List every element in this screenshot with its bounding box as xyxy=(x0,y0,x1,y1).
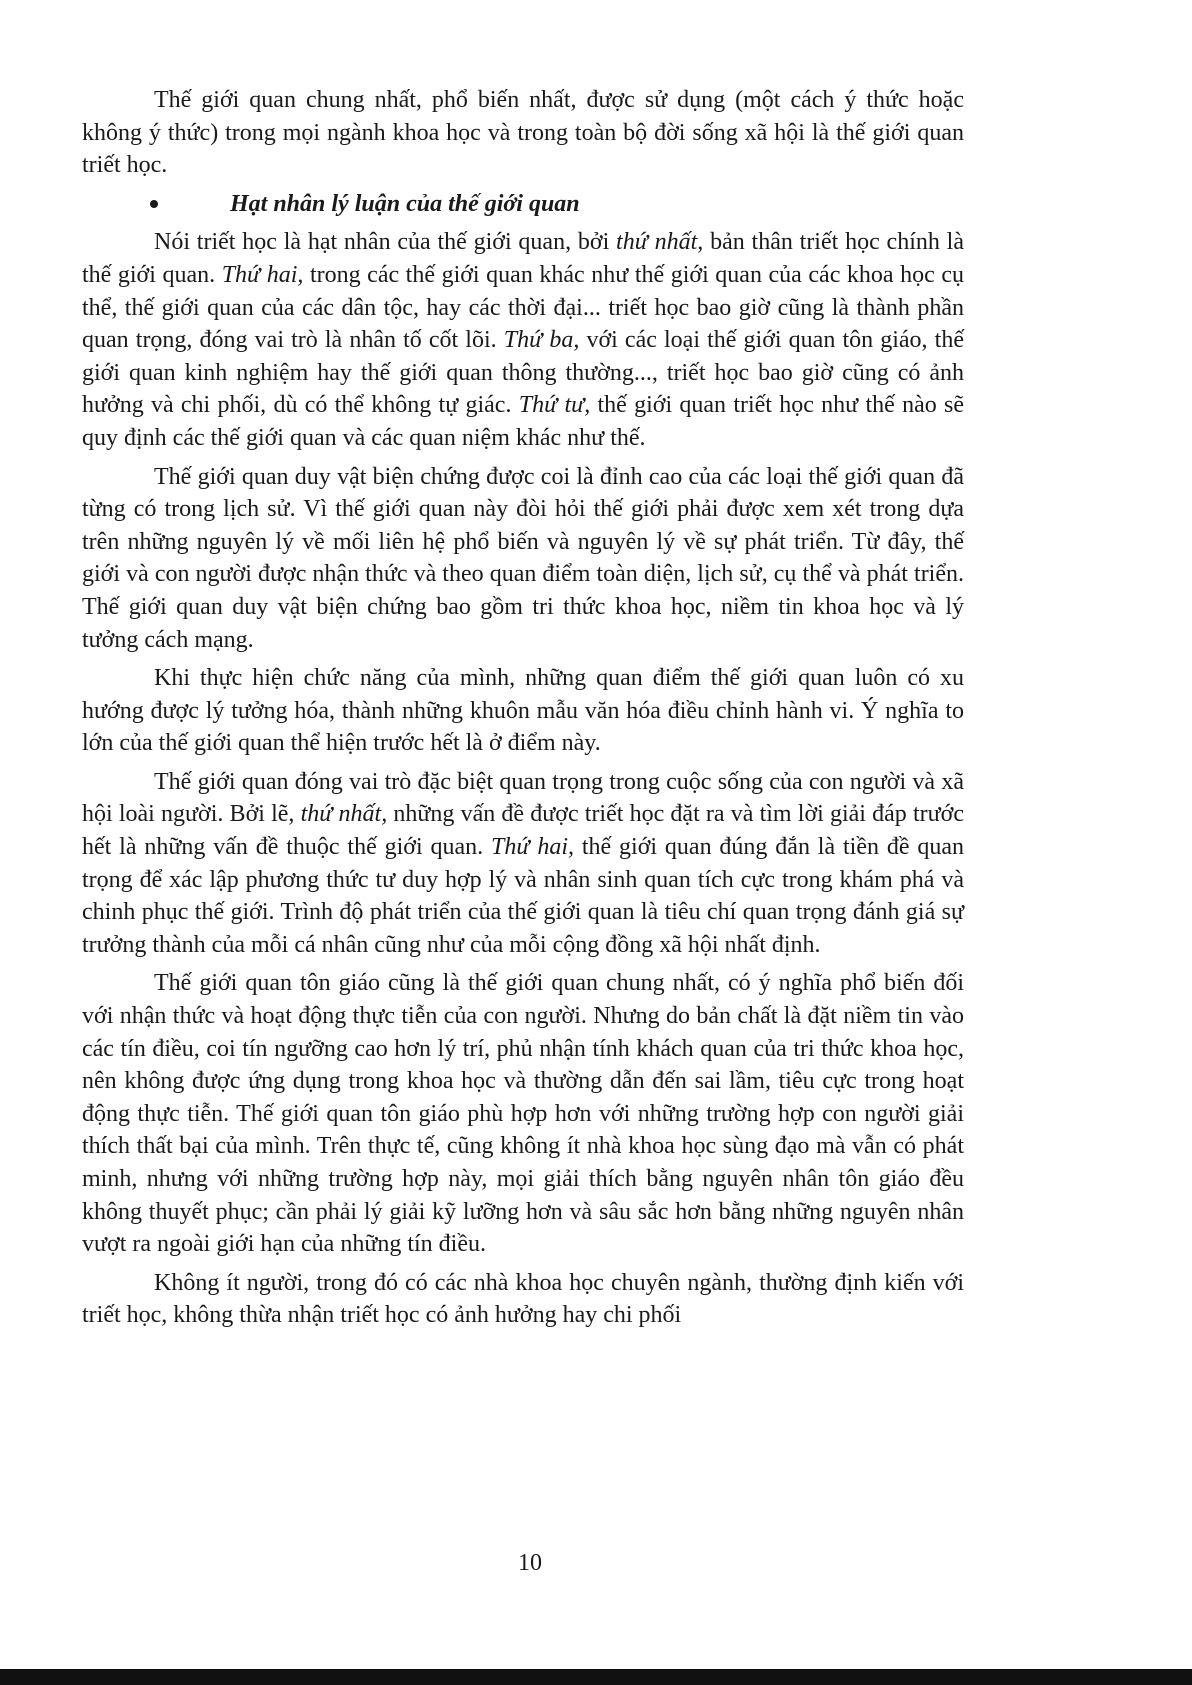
paragraph-1: Thế giới quan chung nhất, phổ biến nhất, được sử dụng (một cách ý thức hoặc không ý thức) trong mọi ngành khoa học và trong toàn bộ đời sống xã hội là thế giới quan triết học. xyxy=(82,87,964,179)
paragraph-7: Không ít người, trong đó có các nhà khoa học chuyên ngành, thường định kiến với triết học, không thừa nhận triết học có ảnh hưởng hay chi phối xyxy=(82,1269,964,1329)
bullet-icon xyxy=(150,200,158,208)
paragraph-2 xyxy=(82,226,964,454)
emphasis: Thứ hai, xyxy=(491,834,574,861)
section-heading-text: Hạt nhân lý luận của thế giới quan xyxy=(230,190,580,217)
text-span: thế giới quan đúng đắn là tiền đề quan trọng để xác lập phương thức tư duy hợp lý và nhân sinh quan tích cực trong khám phá và chinh phục thế giới. Trình độ phát triển của thế giới quan là tiêu chí quan trọng đánh giá sự trưởng thành của mỗi cá nhân cũng như của mỗi cộng đồng xã hội nhất định. xyxy=(82,834,964,958)
emphasis: thứ nhất, xyxy=(616,229,704,256)
paragraph-4: Khi thực hiện chức năng của mình, những quan điểm thế giới quan luôn có xu hướng được lý tưởng hóa, thành những khuôn mẫu văn hóa điều chỉnh hành vi. Ý nghĩa to lớn của thế giới quan thể hiện trước hết là ở điểm này. xyxy=(82,665,964,757)
paragraph-6: Thế giới quan tôn giáo cũng là thế giới quan chung nhất, có ý nghĩa phổ biến đối với nhận thức và hoạt động thực tiễn của con người. Nhưng do bản chất là đặt niềm tin vào các tín điều, coi tín ngưỡng cao hơn lý trí, phủ nhận tính khách quan của tri thức khoa học, nên không được ứng dụng trong khoa học và thường dẫn đến sai lầm, tiêu cực trong hoạt động thực tiễn. Thế giới quan tôn giáo phù hợp hơn với những trường hợp con người giải thích thất bại của mình. Trên thực tế, cũng không ít nhà khoa học sùng đạo mà vẫn có phát minh, nhưng với những trường hợp này, mọi giải thích bằng nguyên nhân tôn giáo đều không thuyết phục; cần phải lý giải kỹ lưỡng hơn và sâu sắc hơn bằng những nguyên nhân vượt ra ngoài giới hạn của những tín điều. xyxy=(82,970,964,1258)
text-span: Thế giới quan đóng vai trò đặc biệt quan trọng trong cuộc sống của con người và xã hội loài người. Bởi lẽ, xyxy=(82,768,964,828)
text-span: bản thân triết học chính là thế giới quan. xyxy=(82,229,964,288)
emphasis: Thứ hai, xyxy=(221,261,304,288)
emphasis: Thứ ba, xyxy=(503,327,580,354)
scan-edge xyxy=(0,1669,1192,1685)
text-span: thế giới quan triết học như thế nào sẽ quy định các thế giới quan và các quan niệm khác như thế. xyxy=(82,392,964,451)
text-span: Nói triết học là hạt nhân của thế giới quan, bởi xyxy=(154,229,617,256)
text-span: trong các thế giới quan khác như thế giới quan của các khoa học cụ thể, thế giới quan của các dân tộc, hay các thời đại... triết học bao giờ cũng là thành phần quan trọng, đóng vai trò là nhân tố cốt lõi. xyxy=(82,261,964,354)
text-span: với các loại thế giới quan tôn giáo, thế giới quan kinh nghiệm hay thế giới quan thông thường..., triết học bao giờ cũng có ảnh hưởng và chi phối, dù có thể không tự giác. xyxy=(82,327,964,419)
page-body xyxy=(82,84,964,1338)
text-span: những vấn đề được triết học đặt ra và tìm lời giải đáp trước hết là những vấn đề thuộc thế giới quan. xyxy=(82,801,964,861)
section-heading xyxy=(82,188,964,221)
paragraph-5 xyxy=(82,766,964,962)
emphasis: thứ nhất, xyxy=(300,801,388,828)
paragraph-3: Thế giới quan duy vật biện chứng được coi là đỉnh cao của các loại thế giới quan đã từng có trong lịch sử. Vì thế giới quan này đòi hỏi thế giới phải được xem xét trong dựa trên những nguyên lý về mối liên hệ phổ biến và nguyên lý về sự phát triển. Từ đây, thế giới và con người được nhận thức và theo quan điểm toàn diện, lịch sử, cụ thể và phát triển. Thế giới quan duy vật biện chứng bao gồm tri thức khoa học, niềm tin khoa học và lý tưởng cách mạng. xyxy=(82,463,964,653)
page-number: 10 xyxy=(518,1550,542,1576)
emphasis: Thứ tư, xyxy=(518,392,591,419)
